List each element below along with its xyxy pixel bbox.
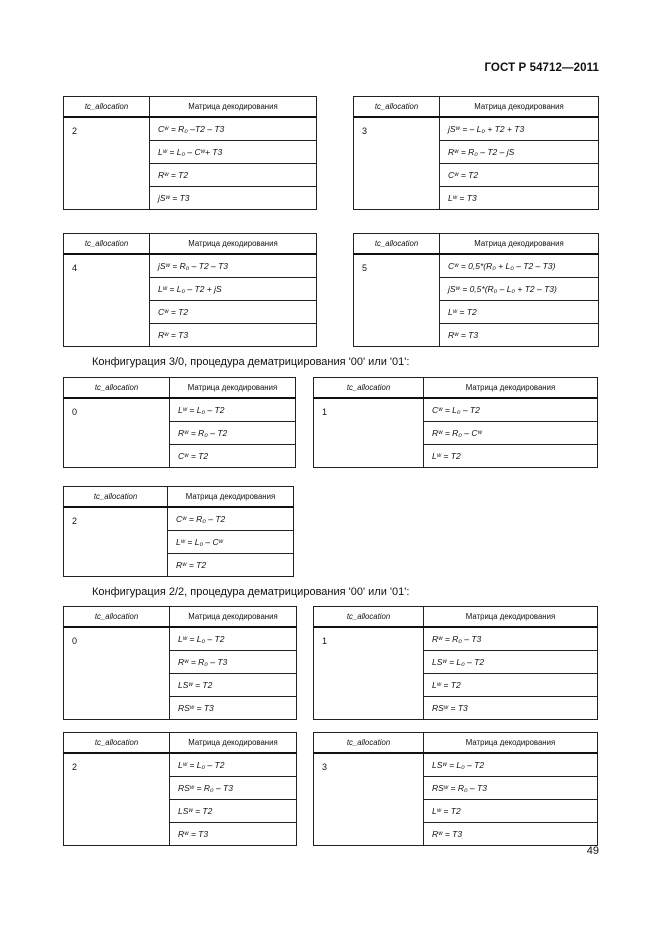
- allocation-value: 1: [314, 398, 424, 468]
- matrix-formula: Cʷ = T2: [440, 164, 599, 187]
- matrix-formula: Cʷ = 0,5*(R₀ + L₀ – T2 – T3): [440, 254, 599, 278]
- matrix-table: [353, 233, 599, 347]
- table-row: [64, 117, 317, 141]
- column-header-matrix: Матрица декодирования: [170, 378, 296, 399]
- matrix-formula: Cʷ = T2: [170, 445, 296, 468]
- table-row: [64, 753, 297, 777]
- matrix-formula: Lʷ = T2: [424, 445, 598, 468]
- matrix-formula: Cʷ = R₀ – T2: [168, 507, 294, 531]
- matrix-formula: Lʷ = T2: [440, 301, 599, 324]
- matrix-formula: Lʷ = L₀ – T2: [170, 398, 296, 422]
- table-row: [64, 507, 294, 531]
- matrix-formula: Rʷ = R₀ – T3: [170, 651, 297, 674]
- matrix-table: [63, 606, 297, 720]
- matrix-table: [313, 732, 598, 846]
- column-header-allocation: tc_allocation: [354, 234, 440, 255]
- matrix-table: [63, 96, 317, 210]
- matrix-formula: Rʷ = T3: [150, 324, 317, 347]
- table-row: [64, 398, 296, 422]
- matrix-formula: RSʷ = R₀ – T3: [170, 777, 297, 800]
- table-header-row: [354, 97, 599, 118]
- table-row: [64, 254, 317, 278]
- column-header-allocation: tc_allocation: [64, 97, 150, 118]
- column-header-allocation: tc_allocation: [64, 378, 170, 399]
- matrix-formula: Rʷ = T2: [168, 554, 294, 577]
- column-header-matrix: Матрица декодирования: [440, 234, 599, 255]
- matrix-formula: jSʷ = – L₀ + T2 + T3: [440, 117, 599, 141]
- matrix-formula: RSʷ = T3: [424, 697, 598, 720]
- matrix-formula: Rʷ = R₀ – T2: [170, 422, 296, 445]
- table-header-row: [354, 234, 599, 255]
- matrix-formula: Lʷ = L₀ – T2: [170, 753, 297, 777]
- table-header-row: [314, 378, 598, 399]
- matrix-formula: Rʷ = R₀ – Cʷ: [424, 422, 598, 445]
- column-header-allocation: tc_allocation: [314, 733, 424, 754]
- matrix-table: [63, 732, 297, 846]
- matrix-formula: Lʷ = T2: [424, 674, 598, 697]
- column-header-matrix: Матрица декодирования: [424, 378, 598, 399]
- matrix-formula: LSʷ = T2: [170, 674, 297, 697]
- column-header-allocation: tc_allocation: [314, 607, 424, 628]
- column-header-matrix: Матрица декодирования: [170, 607, 297, 628]
- matrix-formula: RSʷ = T3: [170, 697, 297, 720]
- allocation-value: 1: [314, 627, 424, 720]
- matrix-formula: RSʷ = R₀ – T3: [424, 777, 598, 800]
- column-header-matrix: Матрица декодирования: [150, 234, 317, 255]
- matrix-formula: LSʷ = T2: [170, 800, 297, 823]
- matrix-formula: LSʷ = L₀ – T2: [424, 753, 598, 777]
- matrix-formula: jSʷ = R₀ – T2 – T3: [150, 254, 317, 278]
- matrix-table: [313, 606, 598, 720]
- page-number: 49: [586, 845, 599, 857]
- allocation-value: 5: [354, 254, 440, 347]
- matrix-table: [63, 377, 296, 468]
- table-header-row: [64, 607, 297, 628]
- allocation-value: 2: [64, 507, 168, 577]
- table-row: [64, 627, 297, 651]
- allocation-value: 4: [64, 254, 150, 347]
- table-header-row: [64, 234, 317, 255]
- table-row: [354, 254, 599, 278]
- column-header-matrix: Матрица декодирования: [424, 733, 598, 754]
- column-header-matrix: Матрица декодирования: [440, 97, 599, 118]
- table-row: [354, 117, 599, 141]
- matrix-formula: Rʷ = T3: [424, 823, 598, 846]
- matrix-formula: Lʷ = L₀ – Cʷ: [168, 531, 294, 554]
- column-header-matrix: Матрица декодирования: [424, 607, 598, 628]
- matrix-formula: Cʷ = L₀ – T2: [424, 398, 598, 422]
- matrix-formula: Cʷ = R₀ –T2 – T3: [150, 117, 317, 141]
- table-row: [314, 627, 598, 651]
- allocation-value: 2: [64, 117, 150, 210]
- table-header-row: [64, 97, 317, 118]
- allocation-value: 0: [64, 627, 170, 720]
- matrix-formula: Rʷ = R₀ – T2 – jS: [440, 141, 599, 164]
- table-row: [314, 753, 598, 777]
- column-header-allocation: tc_allocation: [64, 733, 170, 754]
- allocation-value: 0: [64, 398, 170, 468]
- table-row: [314, 398, 598, 422]
- matrix-formula: LSʷ = L₀ – T2: [424, 651, 598, 674]
- column-header-allocation: tc_allocation: [64, 487, 168, 508]
- table-header-row: [64, 487, 294, 508]
- document-id: ГОСТ Р 54712—2011: [484, 62, 599, 74]
- matrix-formula: Rʷ = T2: [150, 164, 317, 187]
- column-header-matrix: Матрица декодирования: [168, 487, 294, 508]
- column-header-allocation: tc_allocation: [354, 97, 440, 118]
- matrix-formula: jSʷ = 0,5*(R₀ – L₀ + T2 – T3): [440, 278, 599, 301]
- table-header-row: [64, 378, 296, 399]
- allocation-value: 3: [314, 753, 424, 846]
- matrix-formula: Rʷ = R₀ – T3: [424, 627, 598, 651]
- column-header-matrix: Матрица декодирования: [150, 97, 317, 118]
- matrix-formula: Lʷ = L₀ – T2: [170, 627, 297, 651]
- matrix-table: [353, 96, 599, 210]
- matrix-formula: Lʷ = L₀ – Cʷ+ T3: [150, 141, 317, 164]
- matrix-formula: Rʷ = T3: [170, 823, 297, 846]
- matrix-formula: jSʷ = T3: [150, 187, 317, 210]
- matrix-formula: Cʷ = T2: [150, 301, 317, 324]
- matrix-table: [63, 233, 317, 347]
- table-header-row: [314, 733, 598, 754]
- matrix-table: [313, 377, 598, 468]
- allocation-value: 2: [64, 753, 170, 846]
- matrix-formula: Lʷ = T3: [440, 187, 599, 210]
- caption-config-2-2: Конфигурация 2/2, процедура дематрицирования '00' или '01':: [92, 586, 410, 598]
- column-header-matrix: Матрица декодирования: [170, 733, 297, 754]
- table-header-row: [64, 733, 297, 754]
- table-header-row: [314, 607, 598, 628]
- column-header-allocation: tc_allocation: [314, 378, 424, 399]
- column-header-allocation: tc_allocation: [64, 234, 150, 255]
- matrix-formula: Rʷ = T3: [440, 324, 599, 347]
- caption-config-3-0: Конфигурация 3/0, процедура дематрицирования '00' или '01':: [92, 356, 410, 368]
- matrix-table: [63, 486, 294, 577]
- allocation-value: 3: [354, 117, 440, 210]
- matrix-formula: Lʷ = L₀ – T2 + jS: [150, 278, 317, 301]
- matrix-formula: Lʷ = T2: [424, 800, 598, 823]
- column-header-allocation: tc_allocation: [64, 607, 170, 628]
